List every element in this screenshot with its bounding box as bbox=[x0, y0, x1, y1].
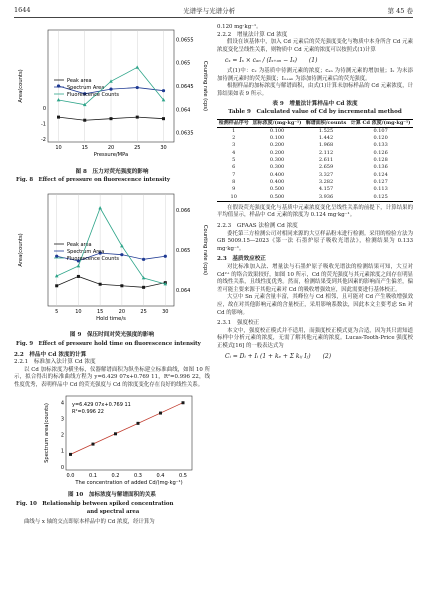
data-point bbox=[98, 206, 102, 209]
data-point bbox=[137, 421, 140, 424]
table-cell: 0.128 bbox=[373, 157, 388, 164]
table-cell: 0.113 bbox=[373, 186, 388, 193]
series-line bbox=[57, 276, 166, 287]
data-point bbox=[57, 116, 60, 119]
data-point bbox=[109, 88, 112, 91]
table-cell: 3.936 bbox=[318, 193, 334, 200]
legend-label: Fluorescence Counts bbox=[67, 91, 119, 98]
legend-label: Peak area bbox=[67, 77, 92, 84]
table-cell: 9 bbox=[232, 186, 236, 193]
table-cell: 0.126 bbox=[373, 149, 388, 156]
y-tick-label: 2 bbox=[60, 432, 64, 439]
x-tick-label: 0.1 bbox=[89, 472, 97, 479]
table-row bbox=[217, 164, 413, 171]
paragraph-intercept: 曲线与 x 轴的交点即原本样品中的 Cd 浓度，经计算为 bbox=[24, 518, 155, 525]
left-axis-label: Area(counts) bbox=[18, 69, 24, 103]
left-tick-label: -1 bbox=[41, 121, 46, 128]
x-tick-label: 0.0 bbox=[66, 472, 75, 479]
table-9 bbox=[217, 119, 413, 202]
column-header-cd: 计算 Cd 浓度/(mg·kg⁻¹) bbox=[350, 119, 411, 126]
table-cell: 1.968 bbox=[318, 142, 334, 149]
journal-title: 光谱学与光谱分析 bbox=[183, 7, 236, 15]
legend-label: Fluorescence Counts bbox=[67, 255, 119, 262]
equation-1 bbox=[217, 54, 413, 68]
table-cell: 2.112 bbox=[318, 149, 334, 156]
table-cell: 1 bbox=[232, 127, 236, 134]
data-point bbox=[57, 98, 61, 101]
table-cell: 4.157 bbox=[318, 186, 334, 193]
data-point bbox=[83, 119, 86, 122]
x-tick-label: 0.2 bbox=[111, 472, 120, 479]
right-axis-label: Counting rate (cps) bbox=[202, 224, 208, 275]
y-tick-label: 3 bbox=[60, 416, 64, 423]
legend-label: Spectrum Area bbox=[67, 84, 105, 91]
right-tick-label: 0.0655 bbox=[176, 37, 194, 44]
x-tick-label: 20 bbox=[118, 308, 126, 315]
right-tick-label: 0.0635 bbox=[176, 130, 194, 137]
table-cell: 2.659 bbox=[318, 164, 334, 171]
fit-equation: y=6.429 07x+0.769 11 bbox=[72, 401, 131, 408]
paragraph-gfaas: 委托第三方检测公司对相同来源的大豆样品粉末进行检测。采用的检验方法为 GB 5009.15—2023《第一法 石墨炉原子吸收光谱法》，检测结果为 0.133 mg·kg⁻¹。 bbox=[217, 230, 413, 252]
table-cell: 1.442 bbox=[318, 135, 334, 142]
table-row bbox=[217, 157, 413, 164]
section-2-3-1-heading: 2.3.1 强度校正 bbox=[217, 320, 260, 327]
x-tick-label: 0.5 bbox=[179, 472, 187, 479]
paragraph-comparison: 对比标准加入法、增量法与石墨炉原子吸收光谱法的检测结果可知，大豆对 Cd²⁺ 的络合效果较好，如图 10 所示，Cd 的荧光强度与其元素浓度之间存在明显的线性关系，且线性度优秀。然而，检测结果受到其他因素的影响而产生偏差，偏差可能主要来源于其他元素对 Cd 的吸收增强效应，因此需要进行基体校正。 bbox=[217, 263, 413, 293]
table-cell: 10 bbox=[230, 193, 237, 200]
section-2-2-heading: 2.2 样品中 Cd 浓度的计算 bbox=[14, 351, 87, 358]
data-point bbox=[142, 258, 145, 261]
column-header-area: 解谱面积/counts bbox=[305, 119, 347, 126]
table-cell: 0.136 bbox=[373, 164, 388, 171]
figure-10-caption-en-2: and spectral area bbox=[86, 509, 140, 516]
page-header bbox=[14, 6, 413, 18]
right-axis-label: Counting rate (cps) bbox=[202, 60, 208, 112]
data-point bbox=[77, 275, 80, 278]
data-point bbox=[55, 284, 58, 287]
data-point bbox=[142, 286, 145, 289]
data-point bbox=[92, 442, 95, 445]
figure-10 bbox=[14, 392, 210, 517]
left-tick-label: -2 bbox=[41, 136, 46, 143]
y-tick-label: 1 bbox=[60, 448, 64, 455]
left-column bbox=[14, 24, 210, 527]
figure-9-caption-en: Fig. 9 Effect of pressure hold time on fluorescence intensity bbox=[16, 340, 201, 347]
equation-2-text: Cᵢ = Dᵢ + Iᵢ (1 + kₑ + Σ kᵢⱼ Iⱼ) (2) bbox=[225, 353, 332, 361]
table-row bbox=[217, 186, 413, 193]
column-header-spike: 加标浓度/(mg·kg⁻¹) bbox=[252, 119, 302, 126]
table-row bbox=[217, 135, 413, 142]
right-tick-label: 0.066 bbox=[176, 207, 191, 214]
right-tick-label: 0.064 bbox=[176, 107, 191, 114]
table-cell: 0.125 bbox=[373, 193, 388, 200]
table-cell: 0.300 bbox=[269, 157, 285, 164]
paragraph-result-value: 0.120 mg·kg⁻¹。 bbox=[217, 24, 262, 30]
table-cell: 0.100 bbox=[269, 127, 285, 134]
paragraph-table-9-intro: 根据样品的加标浓度与解谱面积，由式(1)计算未加标样品的 Cd 元素浓度，计算结果如表 9 所示。 bbox=[217, 83, 413, 97]
x-tick-label: 10 bbox=[55, 145, 62, 151]
legend-label: Spectrum Area bbox=[67, 248, 105, 255]
figure-10-chart bbox=[14, 392, 210, 488]
right-tick-label: 0.065 bbox=[176, 247, 191, 254]
data-point bbox=[164, 254, 167, 257]
table-cell: 0.500 bbox=[269, 186, 285, 193]
data-point bbox=[120, 284, 123, 287]
right-tick-label: 0.0645 bbox=[176, 84, 194, 90]
table-9-caption-en: Table 9 Calculated value of Cd by incremental method bbox=[228, 108, 402, 115]
section-2-2-3-heading: 2.2.3 GFAAS 法检测 Cd 浓度 bbox=[217, 222, 298, 229]
data-point bbox=[110, 117, 113, 120]
table-cell: 3.282 bbox=[318, 178, 334, 185]
data-point bbox=[159, 411, 162, 414]
x-tick-label: 30 bbox=[162, 308, 169, 315]
data-point bbox=[69, 452, 72, 455]
table-cell: 0.107 bbox=[373, 127, 388, 134]
figure-9-chart bbox=[14, 188, 210, 328]
table-cell: 0.124 bbox=[373, 171, 388, 178]
data-point bbox=[120, 253, 123, 256]
right-column bbox=[217, 24, 413, 364]
column-header-sample: 检测样品序号 bbox=[218, 119, 249, 126]
data-point bbox=[135, 65, 139, 68]
table-cell: 0.127 bbox=[373, 178, 388, 185]
equation-2 bbox=[217, 350, 413, 364]
figure-8-chart bbox=[14, 24, 210, 164]
figure-9 bbox=[14, 188, 210, 349]
table-row bbox=[217, 179, 413, 186]
table-cell: 4 bbox=[232, 149, 236, 156]
table-cell: 3.327 bbox=[318, 171, 334, 178]
table-cell: 7 bbox=[232, 171, 236, 178]
left-axis-label: Area(counts) bbox=[18, 233, 24, 267]
x-tick-label: 15 bbox=[96, 308, 104, 315]
volume-label: 第 45 卷 bbox=[387, 7, 413, 15]
table-cell: 0.200 bbox=[269, 142, 285, 149]
table-cell: 6 bbox=[232, 164, 236, 171]
table-cell: 0.300 bbox=[269, 164, 285, 171]
y-tick-label: 4 bbox=[60, 399, 64, 406]
figure-9-caption-cn: 图 9 保压时间对荧光强度的影响 bbox=[69, 332, 155, 339]
right-tick-label: 0.064 bbox=[176, 287, 191, 294]
fit-r-squared: R²=0.996 22 bbox=[72, 408, 104, 415]
y-tick-label: 0 bbox=[60, 464, 64, 471]
figure-10-caption-en-1: Fig. 10 Relationship between spiked concentration bbox=[16, 500, 174, 507]
paragraph-sn-influence: 大豆中 Sn 元素含量丰富，其峰位与 Cd 相邻，且可能对 Cd 产生吸收增强效应，故在对其他影响元素的含量校正，采用影响系数法，因此本文主要考虑 Sn 对 Cd 的影响。 bbox=[217, 294, 413, 316]
paragraph-equation-1-terms: 式(1)中：cₓ 为基质中待测元素的浓度；cₐₙ 为待测元素的增加量；Iₓ 为未添加待测元素时的荧光强度；Iₓ₊ₐₙ 为添加待测元素后的荧光强度。 bbox=[217, 67, 413, 82]
figure-8-caption-cn: 图 8 压力对荧光强度的影响 bbox=[75, 168, 149, 175]
equation-1-text: cₓ = Iₓ × cₐₙ / (Iₓ₊ₐₙ − Iₓ) (1) bbox=[225, 57, 318, 65]
table-cell: 1.525 bbox=[318, 127, 334, 134]
section-2-2-1-heading: 2.2.1 标准加入法计算 Cd 浓度 bbox=[14, 359, 96, 366]
data-point bbox=[77, 264, 81, 267]
x-tick-label: 5 bbox=[55, 308, 59, 315]
x-axis-label: Hold time/s bbox=[96, 315, 126, 322]
figure-8 bbox=[14, 24, 210, 185]
page-number: 1644 bbox=[14, 6, 31, 14]
figure-10-caption-cn: 图 10 加标浓度与解谱面积的关系 bbox=[67, 492, 157, 499]
x-tick-label: 0.4 bbox=[156, 472, 165, 479]
data-point bbox=[55, 254, 58, 257]
table-9-caption-cn: 表 9 增量法计算样品中 Cd 浓度 bbox=[272, 101, 358, 108]
table-row bbox=[217, 150, 413, 157]
table-row bbox=[217, 194, 413, 202]
x-tick-label: 15 bbox=[81, 145, 88, 151]
right-tick-label: 0.065 bbox=[176, 60, 191, 67]
data-point bbox=[162, 117, 165, 120]
table-cell: 2.611 bbox=[318, 157, 334, 164]
x-tick-label: 20 bbox=[107, 145, 115, 151]
section-2-3-heading: 2.3 基质效应校正 bbox=[217, 256, 266, 263]
x-axis-label: Pressure/MPa bbox=[93, 152, 129, 158]
table-cell: 0.400 bbox=[269, 171, 285, 178]
data-point bbox=[114, 432, 117, 435]
table-cell: 0.200 bbox=[269, 149, 285, 156]
paragraph-correction-model: 本文中，强度校正模式并不适用，而强度校正模式更为合适，因为其只需知道标样中分析元素的浓度，无需了解其他元素的浓度。Lucas-Tooth-Price 强度校正模式[16] 的一般表达式为 bbox=[217, 327, 413, 349]
x-tick-label: 10 bbox=[75, 308, 82, 315]
x-tick-label: 30 bbox=[160, 145, 167, 151]
table-cell: 5 bbox=[232, 157, 236, 164]
table-cell: 8 bbox=[232, 178, 236, 185]
table-9-body bbox=[217, 127, 413, 201]
paragraph-standard-addition: 以 Cd 加标浓度为横坐标，仪器解谱面积为纵坐标建立标准曲线，如图 10 所示，拟合得出的标准曲线方程为 y=6.429 07x+0.769 11，R²=0.996 22，线性度优秀，表明样品中 Cd 的荧光强度与 Cd 的浓度变化存在良好的线性关系。 bbox=[14, 366, 210, 388]
y-axis-label: Spectrum area(counts) bbox=[44, 402, 50, 463]
table-cell: 0.400 bbox=[269, 178, 285, 185]
data-point bbox=[136, 116, 139, 119]
table-cell: 0.133 bbox=[373, 142, 388, 149]
paragraph-average-result: 在假设荧光强度变化与基质中元素浓度变化呈线性关系的前提下，计算结果的平均值显示，样品中 Cd 元素的浓度为 0.124 mg·kg⁻¹。 bbox=[217, 204, 413, 219]
table-cell: 3 bbox=[232, 142, 236, 149]
left-tick-label: 0 bbox=[42, 105, 46, 112]
x-tick-label: 25 bbox=[134, 145, 141, 151]
table-header-row bbox=[217, 119, 413, 127]
table-cell: 0.120 bbox=[373, 135, 388, 142]
x-tick-label: 0.3 bbox=[134, 472, 142, 479]
data-point bbox=[182, 401, 185, 404]
section-2-2-2-heading: 2.2.2 增量法计算 Cd 浓度 bbox=[217, 31, 288, 38]
x-axis-label: The concentration of added Cd/(mg·kg⁻¹) bbox=[75, 479, 183, 486]
legend-label: Peak area bbox=[67, 241, 92, 248]
table-cell: 0.500 bbox=[269, 193, 285, 200]
x-tick-label: 25 bbox=[140, 308, 147, 315]
data-point bbox=[136, 86, 139, 89]
data-point bbox=[99, 283, 102, 286]
table-row bbox=[217, 127, 413, 135]
table-row bbox=[217, 142, 413, 149]
table-cell: 0.100 bbox=[269, 135, 285, 142]
paragraph-increment-method: 假设在该基体中，加入 Cd 元素后的荧光强度变化与物质中本身所含 Cd 元素浓度变化呈线性关系，则物质中 Cd 元素的浓度可以按照式(1)计算 bbox=[217, 39, 413, 53]
table-cell: 2 bbox=[232, 135, 236, 142]
table-row bbox=[217, 172, 413, 179]
data-point bbox=[162, 89, 165, 92]
figure-8-caption-en: Fig. 8 Effect of pressure on fluorescence intensity bbox=[16, 177, 170, 184]
